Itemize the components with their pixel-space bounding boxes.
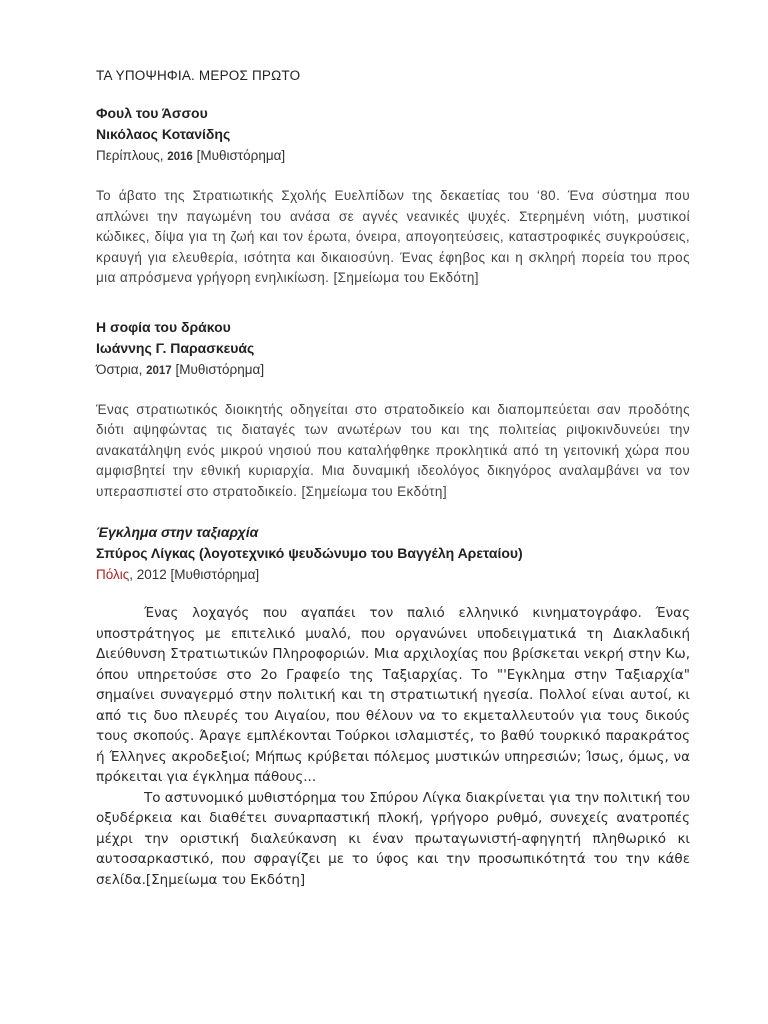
book-genre: [Μυθιστόρημα]	[196, 148, 286, 163]
book-title: Φουλ του Άσσου	[96, 105, 208, 121]
book-publisher: Όστρια	[96, 361, 139, 377]
book-publication: Όστρια, 2017 [Μυθιστόρημα]	[96, 361, 265, 377]
book-entry	[96, 522, 690, 890]
description-paragraph: Ένας λοχαγός που αγαπάει τον παλιό ελληνικό κινηματογράφο. Ένας υποστράτηγος με επιτελικό μυαλό, που οργανώνει υποδειγματικά τη Διακλαδική Διεύθυνση Στρατιωτικών Πληροφοριών. Μια αρχιλοχίας που βρίσκεται νεκρή στην Κω, όπου υπηρετούσε στο 2ο Γραφείο της Ταξιαρχίας. Το "'Εγκλημα στην Ταξιαρχία" σημαίνει συναγερμό στην πολιτική και τη στρατιωτική ηγεσία. Πολλοί είναι αυτοί, κι από τις δυο πλευρές του Αιγαίου, που θέλουν να το εκμεταλλευτούν για τους δικούς τους σκοπούς. Άραγε εμπλέκονται Τούρκοι ισλαμιστές, το βαθύ τουρκικό παρακράτος ή Έλληνες ακροδεξιοί; Μήπως κρύβεται πόλεμος μυστικών υπηρεσιών; Ίσως, όμως, να πρόκειται για έγκλημα πάθους...	[96, 605, 690, 785]
book-publication: Περίπλους, 2016 [Μυθιστόρημα]	[96, 148, 286, 163]
book-title: Η σοφία του δράκου	[96, 318, 231, 335]
book-publisher: Περίπλους	[96, 148, 160, 163]
book-publication	[96, 564, 690, 585]
book-entry	[96, 317, 690, 503]
book-publisher: Πόλις	[96, 567, 130, 582]
book-author: Σπύρος Λίγκας (λογοτεχνικό ψευδώνυμο του Βαγγέλη Αρεταίου)	[96, 545, 523, 561]
book-year-genre: , 2012 [Μυθιστόρημα]	[129, 567, 260, 582]
book-year: 2016	[167, 151, 193, 163]
book-genre: [Μυθιστόρημα]	[175, 361, 265, 377]
book-year: 2017	[146, 364, 172, 377]
book-author: Ιωάννης Γ. Παρασκευάς	[96, 339, 255, 356]
book-author: Νικόλαος Κοτανίδης	[96, 126, 231, 142]
book-title: Έγκλημα στην ταξιαρχία	[96, 524, 259, 540]
book-description: Ένας στρατιωτικός διοικητής οδηγείται στο στρατοδικείο και διαπομπεύεται σαν προδότης διότι αψηφώντας τις διαταγές των ανωτέρων του και της πολιτείας ριψοκινδυνεύει την ανακατάληψη ενός μικρού νησιού που καταλήφθηκε προκλητικά από τη γειτονική χώρα που αμφισβητεί την εθνική κυριαρχία. Μια δυναμική ιδεολόγος δικηγόρος αναλαμβάνει να τον υπερασπιστεί στο στρατοδικείο. [Σημείωμα του Εκδότη]	[96, 401, 690, 499]
description-paragraph: Το αστυνομικό μυθιστόρημα του Σπύρου Λίγκα διακρίνεται για την πολιτική του οξυδέρκεια και διαθέτει συναρπαστική πλοκή, γρήγορο ρυθμό, συνεχείς ανατροπές μέχρι την οριστική διαλεύκανση κι έναν πρωταγωνιστή-αφηγητή πληθωρικό κι αυτοσαρκαστικό, που σφραγίζει με το ύφος και την προσωπικότητά του την κάθε σελίδα.[Σημείωμα του Εκδότη]	[96, 789, 691, 888]
book-description	[96, 603, 690, 890]
book-description: Το άβατο της Στρατιωτικής Σχολής Ευελπίδων της δεκαετίας του ‘80. Ένα σύστημα που απλώνει την παγωμένη του ανάσα σε αγνές νεανικές ψυχές. Στερημένη νιότη, μυστικοί κώδικες, δίψα για τη ζωή και τον έρωτα, όνειρα, απογοητεύσεις, καταστροφικές συγκρούσεις, κραυγή για ελευθερία, ισότητα και δικαιοσύνη. Ένας έφηβος και η σκληρή πορεία του προς μια απρόσμενα γρήγορη ενηλικίωση. [Σημείωμα του Εκδότη]	[96, 188, 690, 285]
document-title: ΤΑ ΥΠΟΨΗΦΙΑ. ΜΕΡΟΣ ΠΡΩΤΟ	[96, 68, 301, 83]
document-page	[96, 68, 690, 890]
book-entry	[96, 103, 690, 289]
